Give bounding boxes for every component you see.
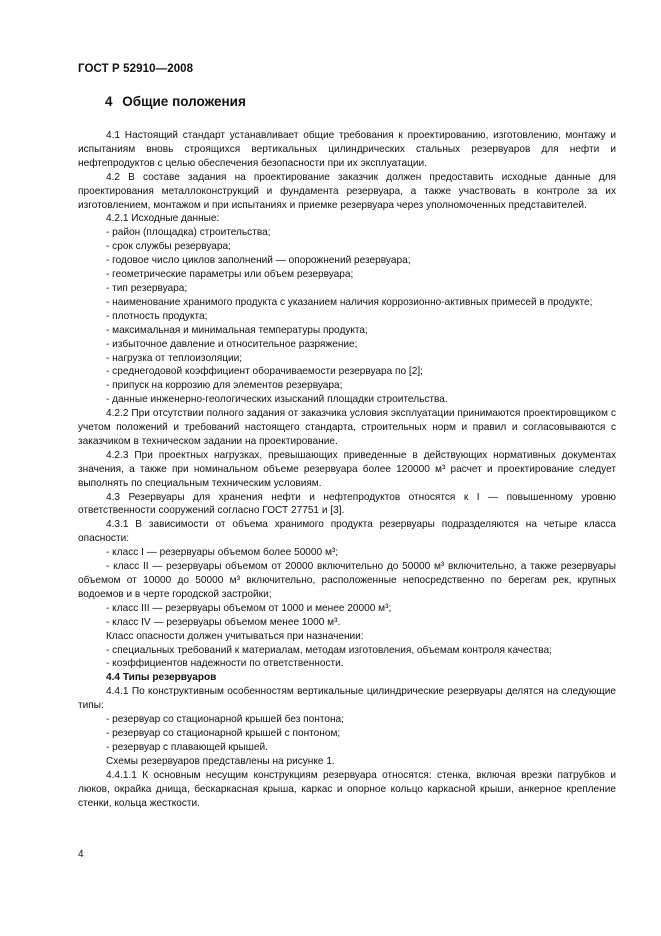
document-body: [78, 129, 616, 810]
list-item: - класс II — резервуары объемом от 20000 включительно до 50000 м³ включительно, а также резервуары объемом от 10000 до 50000 м³ включительно, расположенные непосредственно по берегам рек, крупных водоемов и в черте городской застройки;: [78, 561, 616, 600]
paragraph-4-2-2: 4.2.2 При отсутствии полного задания от заказчика условия эксплуатации принимаются проектировщиком с учетом положений и требований настоящего стандарта, строительных норм и правил и согласовываются с заказчиком в техническом задании на проектирование.: [78, 408, 616, 447]
list-item: - плотность продукта;: [106, 310, 208, 322]
paragraph-4-2: 4.2 В составе задания на проектирование заказчик должен предоставить исходные данные для проектирования металлоконструкций и фундамента резервуара, а также участвовать в контроле за их изготовлением, монтажом и при испытаниях и приемке резервуара через уполномоченных представителей.: [78, 171, 616, 211]
paragraph-4-3: 4.3 Резервуары для хранения нефти и нефтепродуктов относятся к I — повышенному уровню ответственности сооружений согласно ГОСТ 27751 и [3].: [78, 491, 616, 517]
list-item: - избыточное давление и относительное разряжение;: [106, 338, 358, 350]
list-item: - припуск на коррозию для элементов резервуара;: [106, 380, 343, 392]
list-item: - резервуар со стационарной крышей без понтона;: [106, 714, 344, 726]
hazard-class-note: Класс опасности должен учитываться при назначении:: [106, 630, 364, 642]
list-item: - данные инженерно-геологических изысканий площадки строительства.: [106, 394, 448, 406]
paragraph-4-4-1: 4.4.1 По конструктивным особенностям вертикальные цилиндрические резервуары делятся на следующие типы:: [78, 686, 616, 712]
paragraph-4-2-1: 4.2.1 Исходные данные:: [106, 213, 220, 225]
list-item: - среднегодовой коэффициент оборачиваемости резервуара по [2];: [106, 366, 423, 378]
list-item: - класс III — резервуары объемом от 1000 и менее 20000 м³;: [106, 602, 392, 614]
list-item: - нагрузка от теплоизоляции;: [106, 352, 243, 364]
list-item: - класс I — резервуары объемом более 50000 м³;: [106, 547, 339, 559]
list-item: - максимальная и минимальная температуры продукта;: [106, 324, 368, 336]
standard-designation: ГОСТ Р 52910—2008: [78, 63, 194, 75]
list-item: - коэффициентов надежности по ответственности.: [106, 658, 344, 670]
paragraph-4-3-1: 4.3.1 В зависимости от объема хранимого продукта резервуары подразделяются на четыре класса опасности:: [78, 519, 616, 545]
paragraph-4-2-3: 4.2.3 При проектных нагрузках, превышающих приведенные в действующих нормативных документах значения, а также при номинальном объеме резервуара более 120000 м³ расчет и проектирование следует выполнять по специальным техническим условиям.: [78, 449, 616, 489]
list-item: - район (площадка) строительства;: [106, 227, 271, 239]
list-item: - резервуар с плавающей крышей.: [106, 741, 268, 753]
paragraph-4-1: 4.1 Настоящий стандарт устанавливает общие требования к проектированию, изготовлению, монтажу и испытаниям вновь строящихся вертикальных цилиндрических стальных резервуаров для нефти и нефтепродуктов с целью обеспечения безопасности при их эксплуатации.: [78, 130, 616, 169]
list-item: - годовое число циклов заполнений — опорожнений резервуара;: [106, 255, 411, 267]
list-item: - наименование хранимого продукта с указанием наличия коррозионно-активных примесей в продукте;: [106, 296, 593, 308]
section-title: Общие положения: [122, 94, 246, 109]
list-item: - резервуар со стационарной крышей с понтоном;: [106, 727, 341, 739]
list-item: - тип резервуара;: [106, 282, 188, 294]
page-number: 4: [78, 849, 84, 860]
section-number: 4: [105, 94, 113, 109]
list-item: - класс IV — резервуары объемом менее 1000 м³.: [106, 616, 341, 628]
list-item: - специальных требований к материалам, методам изготовления, объемам контроля качества;: [106, 644, 552, 656]
list-item: - срок службы резервуара;: [106, 241, 231, 253]
figure-reference: Схемы резервуаров представлены на рисунке 1.: [106, 755, 335, 767]
list-item: - геометрические параметры или объем резервуара;: [106, 269, 354, 281]
subsection-heading-4-4: 4.4 Типы резервуаров: [106, 672, 217, 684]
paragraph-4-4-1-1: 4.4.1.1 К основным несущим конструкциям резервуара относятся: стенка, включая врезки патрубков и люков, окрайка днища, бескаркасная крыша, каркас и опорное кольцо каркасной крыши, анкерное крепление стенки, кольца жесткости.: [78, 769, 616, 809]
section-heading: [105, 94, 246, 109]
